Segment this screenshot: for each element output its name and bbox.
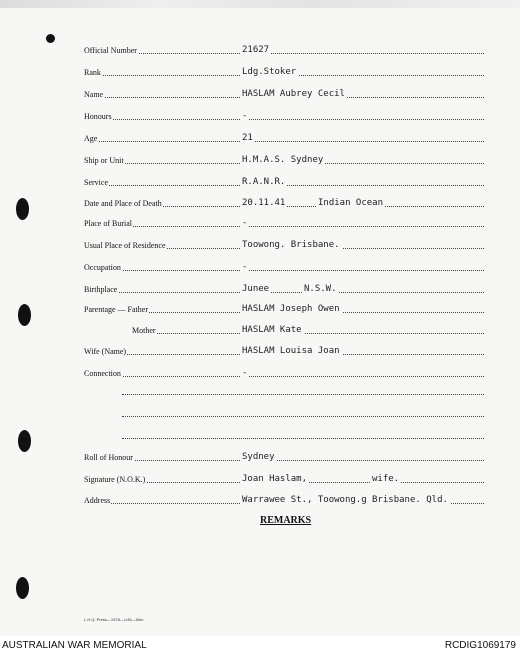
residence-row: [84, 238, 484, 252]
roll-row: [84, 450, 484, 464]
wife-value: HASLAM Louisa Joan: [242, 346, 340, 356]
address-label: Address: [84, 496, 111, 505]
address-value: Warrawee St., Toowong.g Brisbane. Qld.: [242, 495, 448, 505]
official-number-label: Official Number: [84, 46, 137, 55]
footer-institution: AUSTRALIAN WAR MEMORIAL: [2, 640, 147, 651]
death-label: Date and Place of Death: [84, 199, 162, 208]
punch-hole: [46, 34, 55, 43]
wife-row: [84, 344, 484, 358]
footer-record-id: RCDIG1069179: [444, 640, 516, 651]
official-number-row: [84, 43, 484, 57]
punch-hole: [18, 304, 31, 326]
age-value: 21: [242, 133, 253, 143]
service-value: R.A.N.R.: [242, 177, 286, 187]
honours-value: -: [242, 111, 248, 121]
birthplace-state-value: N.S.W.: [304, 284, 337, 294]
service-row: [84, 175, 484, 189]
birthplace-value: Junee: [242, 284, 270, 294]
birthplace-row: [84, 282, 484, 296]
signature-label: Signature (N.O.K.): [84, 475, 146, 484]
age-label: Age: [84, 134, 98, 143]
honours-label: Honours: [84, 112, 112, 121]
ship-value: H.M.A.S. Sydney: [242, 155, 324, 165]
death-date-value: 20.11.41: [242, 198, 286, 208]
name-row: [84, 87, 484, 101]
signature-row: [84, 472, 484, 486]
residence-value: Toowong. Brisbane.: [242, 240, 340, 250]
birthplace-label: Birthplace: [84, 285, 118, 294]
connection-blank-line: [122, 390, 484, 395]
death-place-value: Indian Ocean: [318, 198, 384, 208]
punch-hole: [16, 577, 29, 599]
archive-footer: [0, 636, 520, 654]
mother-value: HASLAM Kate: [242, 325, 302, 335]
service-label: Service: [84, 178, 108, 187]
scan-top-edge: [0, 0, 520, 8]
occupation-value: -: [242, 262, 248, 272]
occupation-row: [84, 260, 484, 274]
name-value: HASLAM Aubrey Cecil: [242, 89, 345, 99]
burial-row: [84, 216, 484, 230]
rank-label: Rank: [84, 68, 101, 77]
ship-label: Ship or Unit: [84, 156, 124, 165]
death-row: [84, 196, 484, 210]
signature-relation-value: wife.: [372, 474, 400, 484]
punch-hole: [16, 198, 29, 220]
residence-label: Usual Place of Residence: [84, 241, 166, 250]
wife-label: Wife (Name): [84, 347, 127, 356]
rank-value: Ldg.Stoker: [242, 67, 297, 77]
rank-row: [84, 65, 484, 79]
ship-row: [84, 153, 484, 167]
honours-row: [84, 109, 484, 123]
connection-row: [84, 366, 484, 380]
connection-blank-line: [122, 434, 484, 439]
official-number-value: 21627: [242, 45, 270, 55]
connection-value: -: [242, 368, 248, 378]
burial-label: Place of Burial: [84, 219, 132, 228]
punch-hole: [18, 430, 31, 452]
signature-value: Joan Haslam,: [242, 474, 308, 484]
printer-note: L.H.Q. Press—1978—1/45—50m.: [84, 617, 145, 622]
connection-blank-line: [122, 412, 484, 417]
address-row: [84, 493, 484, 507]
remarks-heading: REMARKS: [260, 515, 312, 526]
mother-row: [84, 323, 484, 337]
father-row: [84, 302, 484, 316]
roll-label: Roll of Honour: [84, 453, 133, 462]
age-row: [84, 131, 484, 145]
roll-value: Sydney: [242, 452, 275, 462]
occupation-label: Occupation: [84, 263, 121, 272]
connection-label: Connection: [84, 369, 121, 378]
father-value: HASLAM Joseph Owen: [242, 304, 340, 314]
name-label: Name: [84, 90, 104, 99]
mother-label: Mother: [132, 326, 156, 335]
father-label: Parentage — Father: [84, 305, 148, 314]
burial-value: -: [242, 218, 248, 228]
